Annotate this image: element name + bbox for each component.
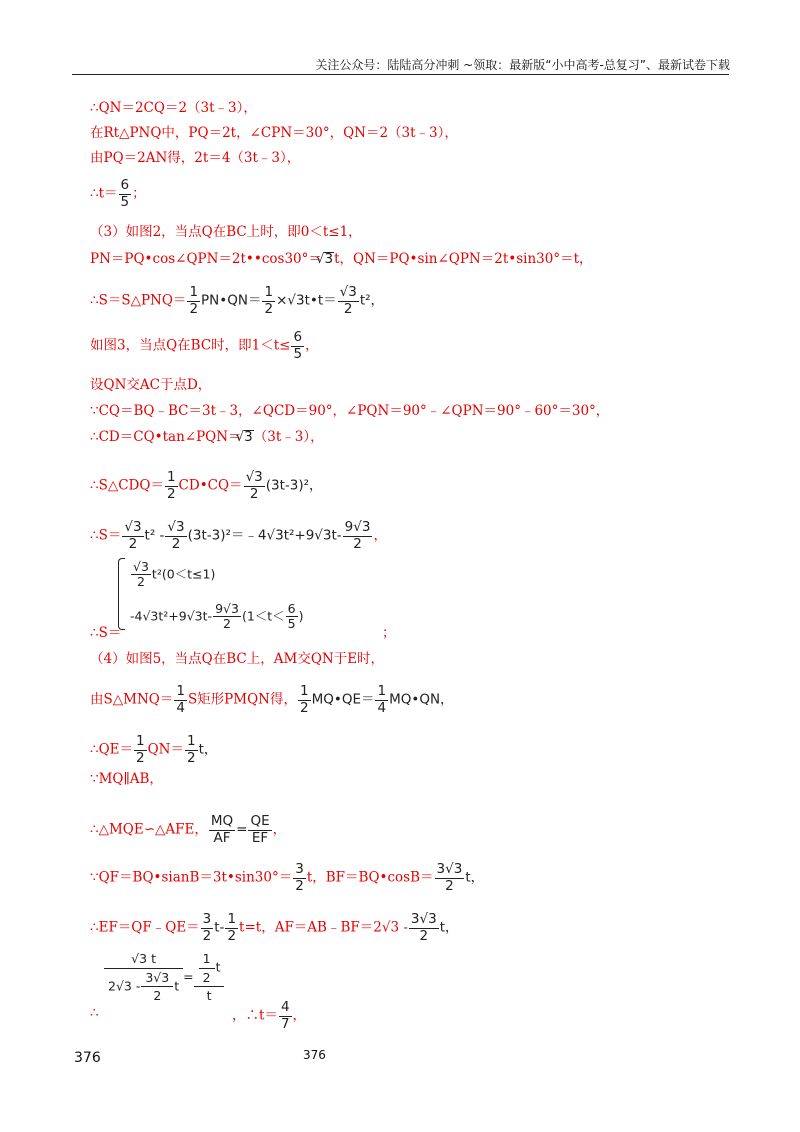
math-expr: PN•QN＝ [201, 292, 262, 309]
line-11b: （3t﹣3）， [253, 429, 324, 445]
fraction [201, 912, 214, 944]
line-7-prefix: ∴S＝S△PNQ＝ [90, 292, 187, 309]
fraction [209, 814, 235, 846]
fraction-numerator: 1 [136, 733, 145, 749]
fraction-numerator: 3√3 [141, 969, 173, 988]
fraction-numerator: 1 [187, 733, 196, 749]
fraction-denominator: 2 [187, 749, 196, 766]
fraction-numerator: 4 [280, 999, 290, 1015]
case-2-head: -4√3t²+9√3t- [130, 608, 213, 624]
fraction [248, 814, 271, 846]
line-12-mid: CD•CQ＝ [178, 477, 243, 494]
final-suffix: ， [292, 1007, 307, 1024]
math-expr: t， [465, 869, 485, 886]
fraction-denominator: 2 [171, 535, 181, 552]
line-21-mid: t=t，AF＝AB﹣BF＝2√3 - [239, 919, 408, 936]
fraction-numerator: 1 [199, 950, 215, 969]
fraction [174, 684, 187, 716]
fraction-numerator [194, 950, 225, 987]
math-expr: t， [198, 741, 218, 758]
line-6 [90, 252, 593, 267]
line-6b: t，QN＝PQ•sin∠QPN＝2t•sin30°＝t， [334, 251, 593, 267]
line-13 [90, 520, 387, 552]
fraction-denominator: 2 [153, 988, 162, 1003]
line-14-prefix: ∴S＝ [90, 625, 122, 641]
final-answer [232, 1000, 306, 1032]
fraction [199, 950, 215, 986]
math-expr: (3t-3)²＝﹣4√3t²+9√3t- [187, 527, 342, 544]
line-16 [90, 684, 454, 716]
piecewise-case-2 [130, 602, 304, 632]
math-expr: ×√3t•t＝ [276, 292, 337, 309]
fraction [119, 178, 132, 210]
fraction-numerator: QE [250, 813, 270, 829]
fraction-numerator: √3 [339, 284, 357, 300]
fraction-denominator: 7 [280, 1015, 290, 1032]
fraction [435, 862, 465, 894]
fraction [165, 470, 178, 502]
line-16-prefix: 由S△MNQ＝ [90, 691, 174, 708]
line-19-prefix: ∴△MQE∽△AFE， [90, 821, 208, 838]
math-expr: t- [214, 919, 225, 936]
fraction-denominator [104, 969, 183, 1005]
line-6a: PN＝PQ•cos∠QPN＝2t••cos30°＝ [90, 251, 322, 267]
line-19 [90, 814, 286, 846]
fraction [131, 560, 151, 590]
case-2-close: ) [298, 608, 304, 624]
fraction-denominator: AF [213, 829, 231, 846]
header-rule [72, 74, 729, 75]
line-11 [90, 430, 324, 445]
fraction-denominator: 2 [353, 535, 362, 552]
piecewise-brace [118, 558, 125, 630]
fraction [286, 602, 298, 632]
fraction-denominator: 5 [120, 193, 130, 210]
line-20-mid: t，BF＝BQ•cosB＝ [306, 869, 434, 886]
fraction [187, 285, 200, 317]
math-expr: t² - [144, 527, 165, 544]
fraction [375, 684, 388, 716]
fraction-denominator: 2 [128, 535, 138, 552]
fraction-denominator: 2 [295, 877, 304, 894]
equals-sign: = [183, 968, 194, 984]
line-4-prefix: ∴t＝ [90, 185, 118, 202]
math-expr: t， [439, 919, 459, 936]
fraction-numerator: 3 [202, 911, 212, 927]
piecewise-case-1 [130, 560, 215, 590]
fraction-numerator: 1 [264, 284, 274, 300]
line-13-prefix: ∴S＝ [90, 527, 122, 544]
line-11a: ∴CD＝CQ•tan∠PQN＝ [90, 429, 242, 445]
line-21-prefix: ∴EF＝QF﹣QE＝ [90, 919, 200, 936]
fraction-numerator: 9√3 [344, 519, 371, 535]
fraction [298, 684, 311, 716]
fraction [244, 470, 265, 502]
line-8-prefix: 如图3，当点Q在BC时，即1＜t≤ [90, 337, 291, 354]
math-expr: MQ•QE＝ [311, 691, 375, 708]
final-equation [104, 950, 224, 1005]
line-12-prefix: ∴S△CDQ＝ [90, 477, 164, 494]
page-number-left: 376 [74, 1050, 101, 1066]
fraction-denominator: 4 [377, 699, 387, 716]
fraction-denominator: 2 [299, 699, 309, 716]
fraction-denominator: 2 [264, 300, 274, 317]
line-15: （4）如图5，当点Q在BC上，AM交QN于E时， [90, 651, 385, 667]
line-17-prefix: ∴QE＝ [90, 741, 134, 758]
fraction-numerator: 1 [176, 683, 185, 699]
fraction [225, 912, 238, 944]
left-fraction [104, 950, 183, 1005]
line-16-mid: S矩形PMQN得， [187, 691, 297, 708]
denominator-part: 2√3 - [108, 978, 141, 993]
fraction-numerator: 6 [120, 177, 130, 193]
fraction-numerator: √3 t [104, 950, 183, 969]
fraction-numerator: √3 [133, 559, 149, 574]
fraction-numerator: 6 [293, 329, 303, 345]
line-13-suffix: ， [373, 527, 387, 544]
fraction [213, 602, 241, 632]
final-mid: ，∴t＝ [232, 1007, 278, 1024]
fraction-numerator: 6 [287, 601, 296, 616]
line-8 [90, 330, 319, 362]
fraction-numerator: 3√3 [436, 861, 463, 877]
fraction-denominator: 2 [343, 300, 353, 317]
fraction-denominator: EF [251, 829, 269, 846]
numerator-part: t [215, 959, 221, 975]
math-expr: = [236, 821, 248, 838]
fraction [122, 520, 143, 552]
fraction-denominator: 2 [419, 927, 429, 944]
line-9: 设QN交AC于点D， [90, 377, 212, 393]
math-expr: MQ•QN， [389, 691, 454, 708]
math-expr: (3t-3)²， [265, 477, 323, 494]
fraction-denominator: 2 [223, 616, 231, 632]
fraction [165, 520, 186, 552]
line-4-suffix: ； [132, 185, 146, 202]
fraction [185, 734, 198, 766]
fraction-denominator: 5 [293, 345, 303, 362]
fraction [134, 734, 147, 766]
fraction-denominator: 2 [136, 749, 145, 766]
line-7 [90, 285, 384, 317]
fraction-denominator: 2 [166, 485, 176, 502]
case-2-tail: (1＜t＜ [241, 608, 285, 624]
line-20-prefix: ∵QF＝BQ•sianB＝3t•sin30°＝ [90, 869, 293, 886]
fraction [141, 969, 173, 1005]
page-number-center: 376 [303, 1048, 326, 1062]
line-19-suffix: ， [272, 821, 287, 838]
fraction-denominator: 4 [176, 699, 185, 716]
fraction-denominator: 2 [189, 300, 199, 317]
sqrt-3: √ 3 [324, 252, 334, 267]
fraction-numerator: 1 [377, 683, 387, 699]
line-10: ∵CQ＝BQ﹣BC＝3t﹣3，∠QCD＝90°，∠PQN＝90°﹣∠QPN＝90°﹣60°＝30°， [90, 403, 610, 419]
fraction-numerator: 3 [295, 861, 304, 877]
fraction-numerator: 1 [227, 911, 237, 927]
fraction [338, 285, 359, 317]
fraction-numerator: 1 [166, 469, 176, 485]
fraction-denominator: 2 [202, 927, 212, 944]
fraction-numerator: √3 [245, 469, 263, 485]
sqrt-3: √ 3 [244, 430, 254, 445]
fraction [409, 912, 439, 944]
line-17 [90, 734, 217, 766]
line-21 [90, 912, 458, 944]
fraction-numerator: MQ [210, 813, 234, 829]
fraction-numerator: 1 [299, 683, 309, 699]
fraction-numerator: 9√3 [215, 601, 239, 616]
line-18: ∵MQ∥AB， [90, 771, 163, 787]
fraction-denominator: 2 [445, 877, 454, 894]
line-12 [90, 470, 323, 502]
fraction-numerator: √3 [167, 519, 185, 535]
math-expr: t²， [359, 292, 385, 309]
fraction [291, 330, 304, 362]
fraction-numerator: 1 [189, 284, 199, 300]
fraction-denominator: 2 [202, 969, 211, 985]
right-fraction [194, 950, 225, 1005]
line-14-suffix: ； [382, 625, 396, 641]
page-header: 关注公众号：陆陆高分冲刺 ~领取：最新版“小中高考-总复习”、最新试卷下载 [315, 58, 730, 72]
line-3: 由PQ＝2AN得，2t＝4（3t﹣3）， [90, 150, 301, 166]
fraction-denominator: 2 [249, 485, 259, 502]
fraction [262, 285, 275, 317]
fraction-numerator: √3 [124, 519, 142, 535]
fraction-denominator: 2 [136, 574, 145, 590]
line-4 [90, 178, 146, 210]
fraction [343, 520, 373, 552]
fraction-numerator: 3√3 [410, 911, 437, 927]
fraction-denominator: 5 [287, 616, 296, 632]
line-2: 在Rt△PNQ中，PQ＝2t，∠CPN＝30°，QN＝2（3t﹣3）， [90, 125, 458, 141]
line-20 [90, 862, 484, 894]
line-1: ∴QN＝2CQ＝2（3t﹣3）， [90, 100, 257, 116]
line-17-mid: QN＝ [147, 741, 184, 758]
denominator-part: t [174, 978, 180, 993]
line-5: （3）如图2，当点Q在BC上时，即0＜t≤1， [90, 224, 362, 240]
fraction [279, 1000, 292, 1032]
final-prefix: ∴ [90, 1005, 99, 1021]
line-8-suffix: ， [305, 337, 319, 354]
fraction [293, 862, 306, 894]
fraction-denominator: t [206, 988, 212, 1003]
case-1-tail: t²(0＜t≤1) [151, 566, 216, 582]
fraction-denominator: 2 [227, 927, 237, 944]
